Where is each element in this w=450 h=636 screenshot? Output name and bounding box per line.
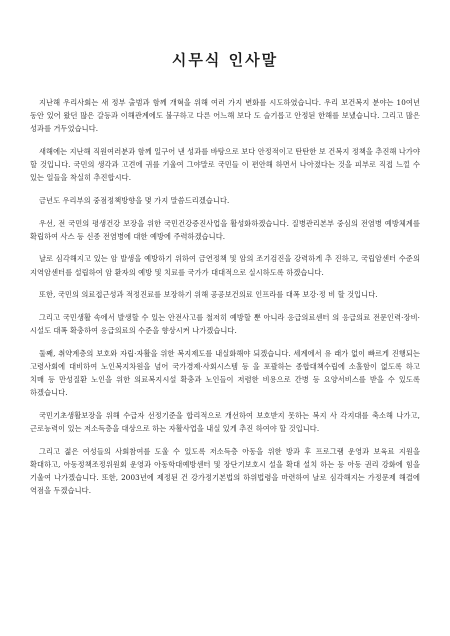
paragraph: 새해에는 지난해 직원여러분과 함께 일구어 낸 성과를 바탕으로 보다 안정적이고 탄탄한 보 건복지 정책을 추진해 나가야 할 것입니다. 국민의 생각과 고견에 귀를 기울여 그야말로 국민들 이 편안해 하면서 나아졌다는 것을 피부로 직접 느낄 수 있는 일들을 착실히 추진합시다.: [30, 147, 420, 183]
paragraph: 둘째, 취약계층의 보호와 자립·자활을 위한 복지제도를 내실화해야 되겠습니다. 세계에서 유 래가 없이 빠르게 진행되는 고령사회에 대비하여 노인복지차원을 넘어 국가경제·사회시스템 등 을 포괄하는 종합대책수립에 소홀함이 없도록 하고 치매 등 만성질환 노인을 위한 의료복지시설 확충과 노인들이 저렴한 비용으로 간병 등 요양서비스를 받을 수 있도록 하겠습니다.: [30, 348, 420, 398]
paragraph: 날로 심각해지고 있는 암 발생을 예방하기 위하여 금연정책 및 암의 조기검진을 강력하게 추 진하고, 국립암센터 수준의 지역암센터를 설립하여 암 환자의 예방 및 치료를 국가가 대대적으로 실시하도록 하겠습니다.: [30, 254, 420, 277]
paragraph: 금년도 우리부의 중점정책방향을 몇 가지 말씀드리겠습니다.: [39, 196, 230, 205]
paragraph: 지난해 우리사회는 새 정부 출범과 함께 개혁을 위해 여러 가지 변화를 시도하였습니다. 우리 보건복지 분야는 10여년 동안 있어 왔던 많은 갈등과 이해관계에도 불구하고 다른 어느해 보다 도 슬기롭고 안정된 한해를 보냈습니다. 그리고 많은 성과를 거두었습니다.: [30, 98, 420, 134]
paragraph: 국민기초생활보장을 위해 수급자 선정기준을 합리적으로 개선하여 보호받지 못하는 복지 사 각지대를 축소해 나가고, 근로능력이 있는 저소득층을 대상으로 하는 자활사업을 내실 있게 추진 하여야 할 것입니다.: [30, 410, 420, 433]
document-title: 시무식 인사말: [171, 51, 279, 69]
paragraph: 그리고 국민생활 속에서 발생할 수 있는 안전사고를 철저히 예방할 뿐 아니라 응급의료센터 의 응급의료 전문인력·장비·시설도 대폭 확충하여 응급의료의 수준을 향상시켜 나가겠습니다.: [30, 312, 420, 335]
paragraph: 그리고 젊은 여성들의 사회참여를 도울 수 있도록 저소득층 아동을 위한 방과 후 프로그램 운영과 보육료 지원을 확대하고, 아동정책조정위원회 운영과 아동학대예방센터 및 장단기보호시 설을 확대 설치 하는 등 아동 권리 강화에 힘을 기울여 나가겠습니다. 또한, 2003년에 제정된 건 강가정기본법의 하위법령을 마련하여 날로 심각해지는 가정문제 해결에 역점을 두겠습니다.: [30, 446, 420, 496]
paragraph: 우선, 전 국민의 평생건강 보장을 위한 국민건강증진사업을 활성화하겠습니다. 질병관리본부 중심의 전염병 예방체계를 확립하여 사스 등 신종 전염병에 대한 예방에 주력하겠습니다.: [30, 218, 420, 241]
paragraph: 또한, 국민의 의료접근성과 적정진료를 보장하기 위해 공공보건의료 인프라를 대폭 보강·정 비 할 것입니다.: [39, 290, 378, 300]
